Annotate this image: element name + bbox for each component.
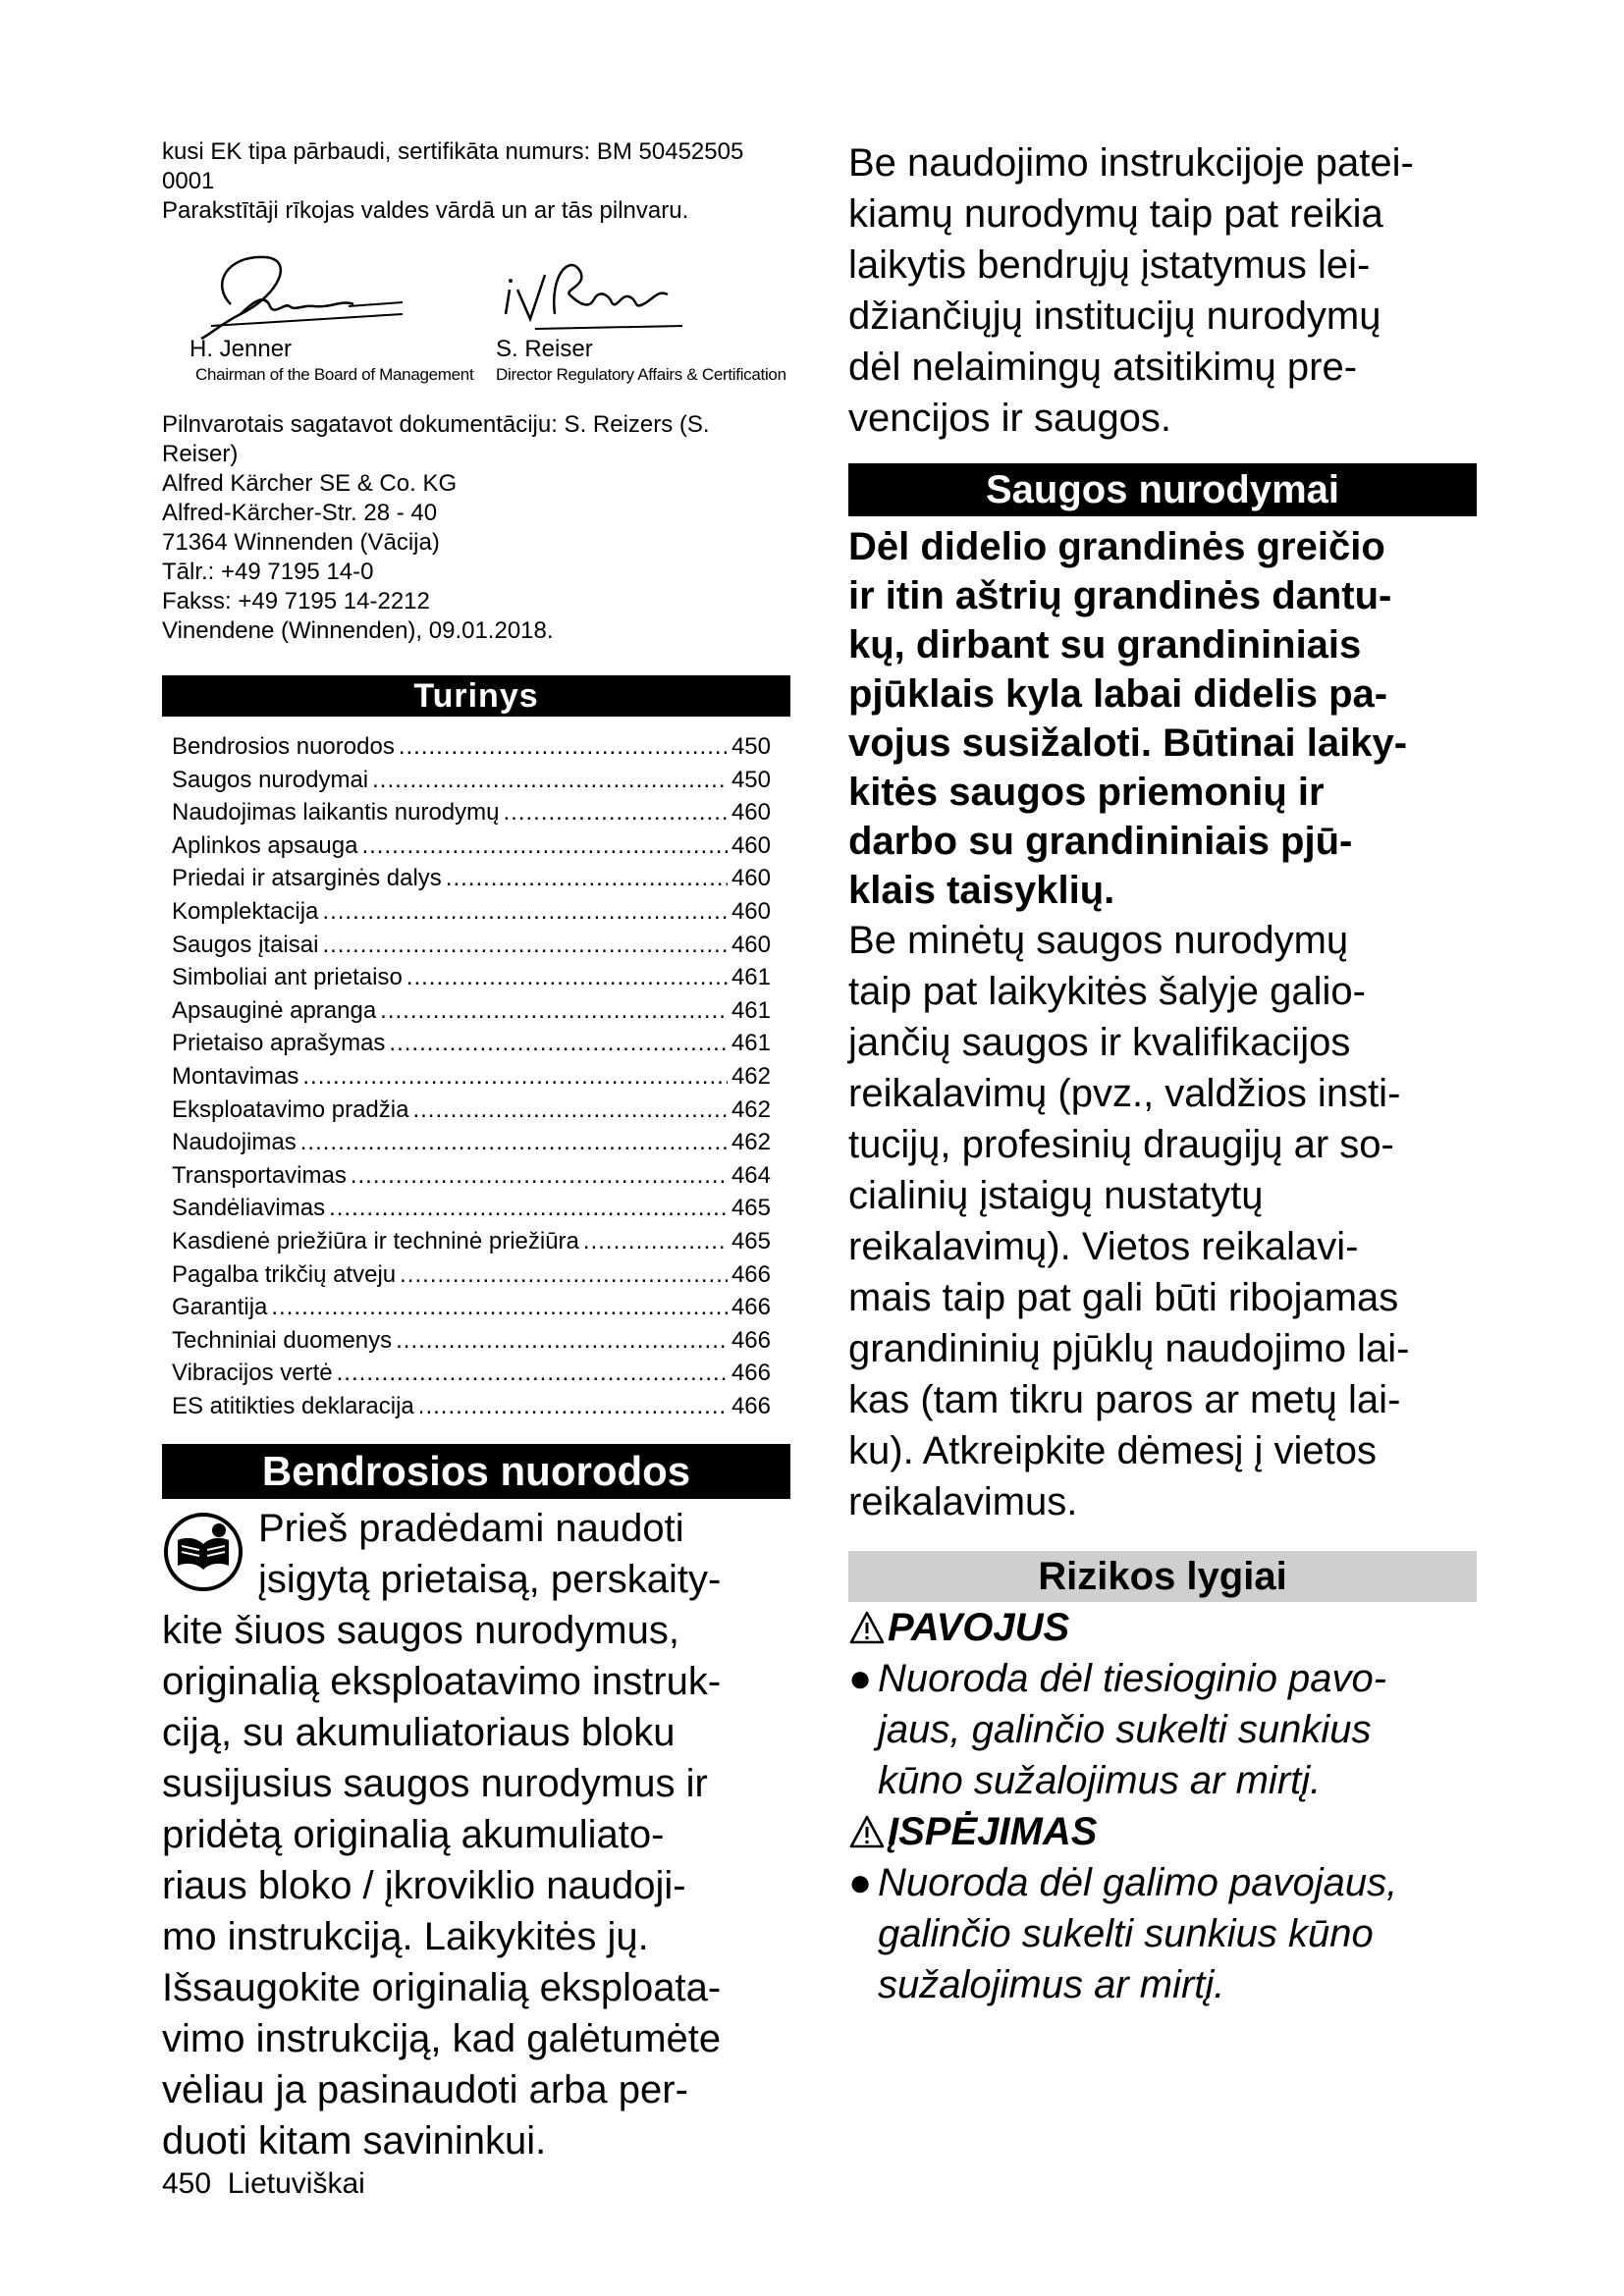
- intro-line: vimo instrukciją, kad galėtumėte: [162, 2017, 722, 2061]
- toc-dot-leader: [271, 1291, 728, 1324]
- risk-description-line: [848, 1755, 1477, 1806]
- toc-entry: [172, 1390, 771, 1423]
- signature-name: S. Reiser: [496, 336, 593, 362]
- address-line: Tālr.: +49 7195 14-0: [162, 559, 374, 585]
- bullet: ●: [848, 1861, 873, 1904]
- toc-entry: [172, 1027, 771, 1060]
- toc-page: 460: [731, 897, 771, 925]
- body-line: tucijų, profesinių draugijų ar so-: [848, 1123, 1394, 1166]
- intro-line: duoti kitam savininkui.: [162, 2119, 547, 2163]
- body-line: ku). Atkreipkite dėmesį į vietos: [848, 1429, 1377, 1472]
- toc-entry: [172, 764, 771, 797]
- toc-entry: [172, 862, 771, 895]
- table-of-contents: [162, 730, 771, 1422]
- page-number: 450: [162, 2167, 212, 2200]
- language-label: Lietuviškai: [227, 2167, 365, 2200]
- intro-line: susijusius saugos nurodymus ir: [162, 1762, 708, 1806]
- address-line: Fakss: +49 7195 14-2212: [162, 588, 430, 614]
- toc-label: Vibracijos vertė: [172, 1360, 333, 1387]
- chainsaw-danger-warning: [848, 522, 1477, 915]
- risk-description-line: [848, 1857, 1477, 1908]
- toc-heading: Turinys: [162, 675, 790, 717]
- risk-description-line: [848, 1959, 1477, 2010]
- toc-entry: [172, 1060, 771, 1094]
- body-line: džiančiųjų institucijų nurodymų: [848, 294, 1381, 338]
- toc-page: 460: [731, 931, 771, 958]
- toc-page: 460: [731, 799, 771, 827]
- toc-page: 465: [731, 1227, 771, 1255]
- warning-triangle-icon: [848, 1814, 888, 1849]
- body-line: reikalavimus.: [848, 1480, 1078, 1523]
- toc-label: Transportavimas: [172, 1161, 347, 1189]
- toc-entry: [172, 1094, 771, 1127]
- toc-label: Garantija: [172, 1294, 268, 1321]
- toc-dot-leader: [583, 1225, 728, 1258]
- bullet: [848, 1704, 878, 1755]
- safety-heading: Saugos nurodymai: [848, 463, 1477, 516]
- cert-line: 0001: [162, 168, 215, 194]
- warning-line: klais taisyklių.: [848, 869, 1115, 912]
- toc-page: 450: [731, 766, 771, 793]
- address-line: Vinendene (Winnenden), 09.01.2018.: [162, 617, 554, 644]
- toc-page: 465: [731, 1195, 771, 1222]
- intro-line: pridėtą originalią akumuliato-: [162, 1813, 665, 1857]
- warning-line: kitės saugos priemonių ir: [848, 771, 1325, 814]
- left-column: [162, 137, 790, 2166]
- toc-entry: [172, 1291, 771, 1324]
- signature-jenner-image: [172, 245, 427, 344]
- toc-label: Simboliai ant prietaiso: [172, 964, 403, 991]
- cert-line: kusi EK tipa pārbaudi, sertifikāta numurs: BM 50452505: [162, 138, 744, 165]
- intro-line: kite šiuos saugos nurodymus,: [162, 1609, 679, 1653]
- warning-line: pjūklais kyla labai didelis pa-: [848, 672, 1388, 716]
- intro-line: Prieš pradėdami naudoti: [258, 1507, 684, 1551]
- general-law-text: [848, 137, 1477, 444]
- address-line: Pilnvarotais sagatavot dokumentāciju: S. Reizers (S.: [162, 411, 710, 438]
- address-line: Reiser): [162, 441, 239, 467]
- toc-dot-leader: [337, 1357, 728, 1390]
- signatures: [162, 245, 790, 383]
- body-line: mais taip pat gali būti ribojamas: [848, 1276, 1399, 1319]
- toc-page: 466: [731, 1360, 771, 1387]
- intro-line: riaus bloko / įkroviklio naudoji-: [162, 1864, 686, 1908]
- toc-page: 461: [731, 964, 771, 991]
- risk-description: jaus, galinčio sukelti sunkius: [878, 1708, 1372, 1751]
- toc-dot-leader: [329, 1192, 728, 1225]
- intro-line: įsigytą prietaisą, perskaity-: [258, 1558, 722, 1602]
- body-line: taip pat laikykitės šalyje galio-: [848, 970, 1366, 1013]
- right-column: [848, 137, 1477, 2010]
- toc-entry: [172, 829, 771, 863]
- address-line: 71364 Winnenden (Vācija): [162, 529, 440, 556]
- toc-page: 460: [731, 865, 771, 892]
- toc-dot-leader: [372, 764, 728, 797]
- toc-dot-leader: [400, 1258, 728, 1292]
- risk-description: kūno sužalojimus ar mirtį.: [878, 1759, 1322, 1802]
- toc-label: Saugos nurodymai: [172, 766, 369, 793]
- warning-triangle-icon: [848, 1610, 888, 1645]
- toc-label: Kasdienė priežiūra ir techninė priežiūra: [172, 1227, 579, 1255]
- toc-label: Bendrosios nuorodos: [172, 733, 395, 760]
- toc-entry: [172, 730, 771, 764]
- toc-label: Priedai ir atsarginės dalys: [172, 865, 442, 892]
- toc-dot-leader: [351, 1159, 728, 1193]
- signature-title: Chairman of the Board of Management: [195, 365, 474, 384]
- toc-entry: [172, 961, 771, 994]
- toc-dot-leader: [389, 1027, 728, 1060]
- toc-entry: [172, 1126, 771, 1159]
- toc-dot-leader: [302, 1060, 728, 1094]
- toc-dot-leader: [399, 730, 728, 764]
- toc-page: 462: [731, 1129, 771, 1156]
- local-requirements-text: [848, 915, 1477, 1527]
- risk-description-line: [848, 1704, 1477, 1755]
- risk-level-heading: [848, 1806, 1477, 1857]
- toc-entry: [172, 895, 771, 929]
- toc-page: 466: [731, 1326, 771, 1354]
- toc-label: ES atitikties deklaracija: [172, 1392, 414, 1419]
- risk-level-name: PAVOJUS: [888, 1606, 1070, 1649]
- read-manual-icon: [162, 1511, 244, 1593]
- intro-line: originalią eksploatavimo instruk-: [162, 1660, 722, 1704]
- intro-rest: [162, 1605, 790, 2166]
- body-line: reikalavimų (pvz., valdžios insti-: [848, 1072, 1401, 1115]
- toc-label: Saugos įtaisai: [172, 931, 319, 958]
- toc-page: 462: [731, 1095, 771, 1123]
- risk-description: galinčio sukelti sunkius kūno: [878, 1912, 1374, 1955]
- toc-page: 450: [731, 733, 771, 760]
- bullet: [848, 1908, 878, 1959]
- toc-label: Apsauginė apranga: [172, 996, 377, 1024]
- body-line: dėl nelaimingų atsitikimų pre-: [848, 346, 1358, 389]
- toc-label: Prietaiso aprašymas: [172, 1030, 386, 1057]
- toc-entry: [172, 1225, 771, 1258]
- signature-reiser-image: [496, 245, 692, 344]
- risk-level-name: ĮSPĖJIMAS: [888, 1810, 1098, 1853]
- general-notes-heading: Bendrosios nuorodos: [162, 1444, 790, 1499]
- page-footer: [162, 2167, 365, 2201]
- risk-description: sužalojimus ar mirtį.: [878, 1963, 1225, 2006]
- toc-entry: [172, 1324, 771, 1358]
- body-line: reikalavimų). Vietos reikalavi-: [848, 1225, 1359, 1268]
- toc-dot-leader: [446, 862, 728, 895]
- address-block: [162, 410, 790, 646]
- toc-label: Aplinkos apsauga: [172, 831, 358, 859]
- bullet: [848, 1959, 878, 2010]
- bullet: [848, 1755, 878, 1806]
- body-line: Be minėtų saugos nurodymų: [848, 919, 1349, 962]
- toc-dot-leader: [300, 1126, 728, 1159]
- toc-dot-leader: [322, 929, 728, 962]
- toc-entry: [172, 994, 771, 1028]
- toc-page: 461: [731, 996, 771, 1024]
- cert-line: Parakstītāji rīkojas valdes vārdā un ar tās pilnvaru.: [162, 197, 689, 224]
- toc-dot-leader: [406, 961, 728, 994]
- toc-entry: [172, 1258, 771, 1292]
- general-notes-body: [162, 1503, 790, 2166]
- toc-page: 466: [731, 1392, 771, 1419]
- toc-label: Montavimas: [172, 1062, 299, 1090]
- toc-dot-leader: [504, 796, 728, 829]
- toc-dot-leader: [412, 1094, 728, 1127]
- toc-dot-leader: [361, 829, 727, 863]
- toc-page: 464: [731, 1161, 771, 1189]
- body-line: grandininių pjūklų naudojimo lai-: [848, 1327, 1410, 1370]
- risk-description: Nuoroda dėl tiesioginio pavo-: [878, 1657, 1387, 1700]
- toc-label: Techniniai duomenys: [172, 1326, 393, 1354]
- bullet: ●: [848, 1657, 873, 1700]
- risk-levels-list: [848, 1602, 1477, 2010]
- intro-line: vėliau ja pasinaudoti arba per-: [162, 2068, 688, 2112]
- toc-label: Komplektacija: [172, 897, 319, 925]
- risk-description: Nuoroda dėl galimo pavojaus,: [878, 1861, 1398, 1904]
- toc-page: 466: [731, 1260, 771, 1288]
- certification-text: [162, 137, 790, 226]
- toc-label: Naudojimas: [172, 1129, 297, 1156]
- body-line: kiamų nurodymų taip pat reikia: [848, 192, 1383, 236]
- toc-entry: [172, 796, 771, 829]
- toc-page: 461: [731, 1030, 771, 1057]
- toc-label: Pagalba trikčių atveju: [172, 1260, 397, 1288]
- body-line: cialinių įstaigų nustatytų: [848, 1174, 1264, 1217]
- toc-dot-leader: [380, 994, 728, 1028]
- body-line: jančių saugos ir kvalifikacijos: [848, 1021, 1351, 1064]
- intro-line: Išsaugokite originalią eksploata-: [162, 1966, 722, 2010]
- warning-line: Dėl didelio grandinės greičio: [848, 525, 1385, 568]
- warning-line: darbo su grandininiais pjū-: [848, 820, 1353, 863]
- toc-entry: [172, 1159, 771, 1193]
- toc-dot-leader: [418, 1390, 728, 1423]
- risk-levels-heading: Rizikos lygiai: [848, 1551, 1477, 1602]
- risk-level-heading: [848, 1602, 1477, 1653]
- warning-line: ir itin aštrių grandinės dantu-: [848, 574, 1392, 617]
- signature-name: H. Jenner: [189, 336, 293, 362]
- body-line: Be naudojimo instrukcijoje patei-: [848, 141, 1414, 185]
- toc-label: Naudojimas laikantis nurodymų: [172, 799, 500, 827]
- toc-page: 462: [731, 1062, 771, 1090]
- body-line: vencijos ir saugos.: [848, 397, 1172, 440]
- toc-label: Sandėliavimas: [172, 1195, 326, 1222]
- risk-description-line: [848, 1653, 1477, 1704]
- warning-line: kų, dirbant su grandininiais: [848, 623, 1362, 667]
- toc-page: 460: [731, 831, 771, 859]
- toc-entry: [172, 1357, 771, 1390]
- toc-dot-leader: [396, 1324, 728, 1358]
- intro-line: ciją, su akumuliatoriaus bloku: [162, 1711, 676, 1755]
- toc-entry: [172, 929, 771, 962]
- risk-description-line: [848, 1908, 1477, 1959]
- signature-title: Director Regulatory Affairs & Certification: [496, 365, 786, 384]
- intro-line: mo instrukciją. Laikykitės jų.: [162, 1915, 649, 1959]
- toc-label: Eksploatavimo pradžia: [172, 1095, 409, 1123]
- address-line: Alfred Kärcher SE & Co. KG: [162, 470, 458, 497]
- body-line: laikytis bendrųjų įstatymus lei-: [848, 243, 1371, 287]
- warning-line: vojus susižaloti. Būtinai laiky-: [848, 721, 1408, 765]
- toc-entry: [172, 1192, 771, 1225]
- address-line: Alfred-Kärcher-Str. 28 - 40: [162, 500, 438, 526]
- toc-page: 466: [731, 1294, 771, 1321]
- toc-dot-leader: [322, 895, 728, 929]
- body-line: kas (tam tikru paros ar metų lai-: [848, 1378, 1401, 1421]
